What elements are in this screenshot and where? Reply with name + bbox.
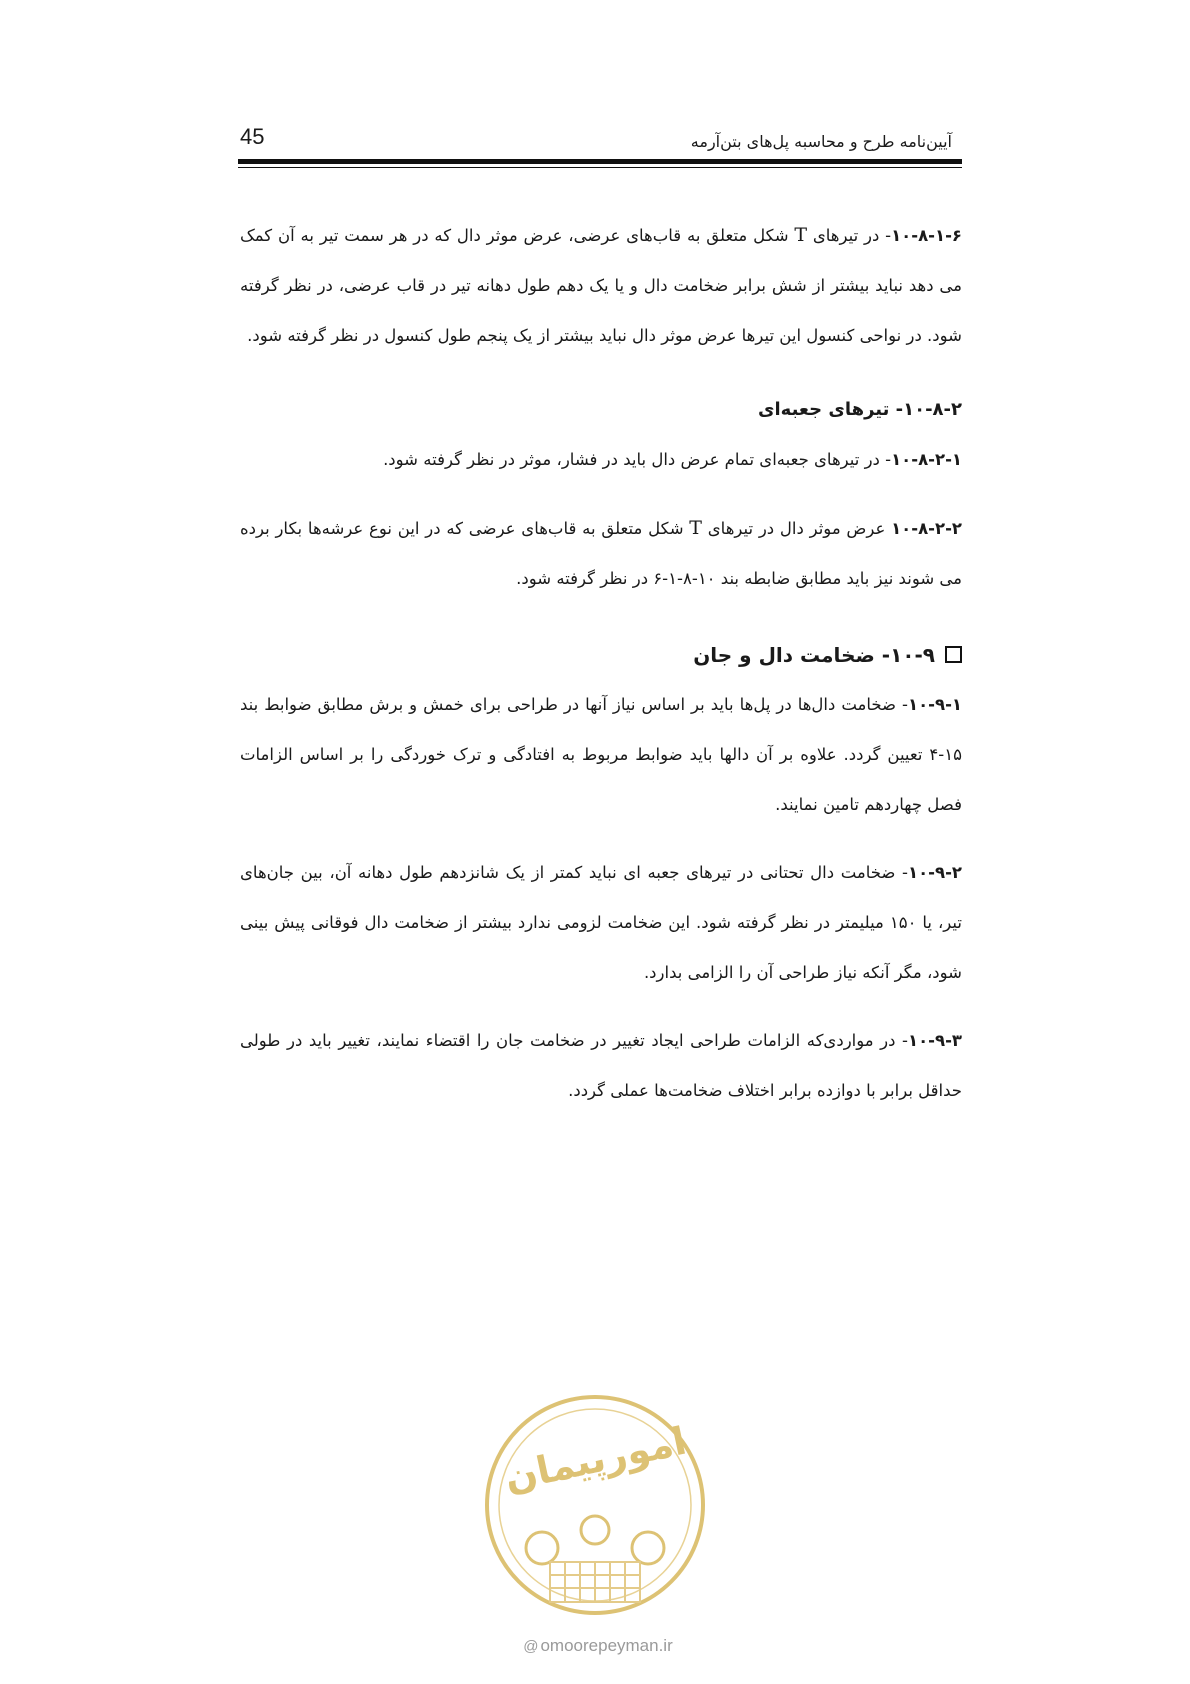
paragraph-text: - ضخامت دال‌ها در پل‌ها باید بر اساس نیاز آنها در طراحی برای خمش و برش مطابق ضوابط بند ۱۵-۴ تعیین گردد. علاوه بر آن دالها باید ضوابط مربوط به افتادگی و ترک خوردگی را بر اساس الزامات فصل چهاردهم تامین نمایند. [240, 695, 962, 814]
paragraph-10-8-2-2 [240, 503, 962, 604]
clause-number: ۱۰-۹-۱ [908, 695, 962, 714]
paragraph-text: - در تیرهای جعبه‌ای تمام عرض دال باید در فشار، موثر در نظر گرفته شود. [383, 450, 892, 469]
paragraph-10-9-3 [240, 1016, 962, 1116]
header-rule-thin [238, 167, 962, 168]
running-title: آیین‌نامه طرح و محاسبه پل‌های بتن‌آرمه [690, 132, 952, 151]
section-heading-text: ۱۰-۹- ضخامت دال و جان [693, 643, 935, 667]
paragraph-10-9-2 [240, 848, 962, 998]
checkbox-icon [945, 646, 962, 663]
paragraph-text: - در تیرهای [807, 226, 892, 245]
page-content [240, 210, 962, 1116]
paragraph-10-9-1 [240, 680, 962, 830]
latin-letter: T [689, 517, 702, 539]
paragraph-10-8-2-1 [240, 435, 962, 485]
paragraph-text: شکل متعلق به قاب‌های عرضی، عرض موثر دال که در هر سمت تیر به آن کمک می دهد نباید بیشتر از شش برابر ضخامت دال و یا یک دهم طول دهانه تیر در قاب عرضی، در نظر گرفته شود. در نواحی کنسول این تیرها عرض موثر دال نباید بیشتر از یک پنجم طول کنسول در نظر گرفته شود. [240, 226, 962, 345]
section-heading-thickness [240, 630, 962, 680]
watermark-site-text: omoorepeyman.ir [540, 1636, 673, 1655]
paragraph-text: - ضخامت دال تحتانی در تیرهای جعبه ای نباید کمتر از یک شانزدهم طول دهانه آن، بین جان‌های تیر، یا ۱۵۰ میلیمتر در نظر گرفته شود. این ضخامت لزومی ندارد بیشتر از ضخامت دال فوقانی پیش بینی شود، مگر آنکه نیاز طراحی آن را الزامی بدارد. [240, 863, 962, 982]
clause-number: ۱۰-۸-۲-۱ [891, 450, 962, 469]
watermark-site [488, 1636, 708, 1656]
header-rule-thick [238, 159, 962, 164]
clause-number: ۱۰-۹-۲ [908, 863, 962, 882]
clause-number: ۱۰-۹-۳ [908, 1031, 962, 1050]
clause-number: ۱۰-۸-۱-۶ [891, 226, 962, 245]
page-number: 45 [240, 124, 265, 149]
latin-letter: T [794, 224, 808, 246]
paragraph-text: - در مواردی‌که الزامات طراحی ایجاد تغییر در ضخامت جان را اقتضاء نمایند، تغییر باید در طولی حداقل برابر با دوازده برابر اختلاف ضخامت‌ها عملی گردد. [240, 1031, 962, 1100]
clause-number: ۱۰-۸-۲-۲ [891, 519, 962, 538]
watermark-logo [480, 1390, 710, 1620]
watermark-logo-text: امورپیمان [500, 1418, 690, 1500]
paragraph-text: شکل متعلق به قاب‌های عرضی که در این نوع عرشه‌ها بکار برده می شوند نیز باید مطابق ضابطه بند ۱۰-۸-۱-۶ در نظر گرفته شود. [240, 519, 962, 588]
paragraph-10-8-1-6 [240, 210, 962, 361]
paragraph-text: عرض موثر دال در تیرهای [701, 519, 892, 538]
section-heading-box-girders: ۱۰-۸-۲- تیرهای جعبه‌ای [758, 399, 962, 420]
at-icon: @ [523, 1638, 539, 1655]
